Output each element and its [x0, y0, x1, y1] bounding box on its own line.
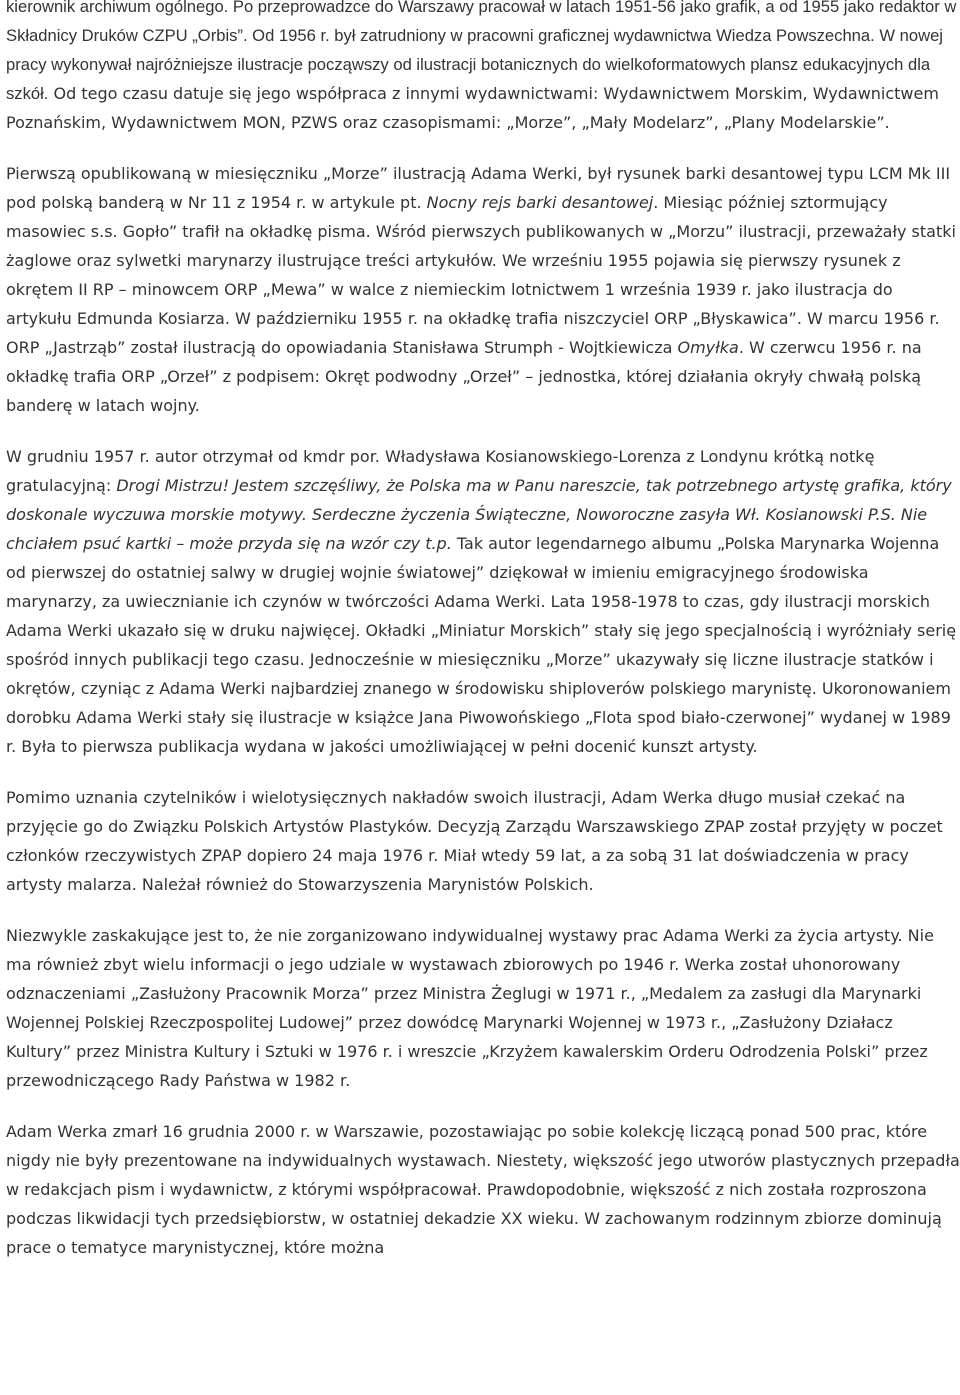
italic-title: Omyłka	[677, 338, 739, 357]
text-run: Tak autor legendarnego albumu „Polska Marynarka Wojenna od pierwszej do ostatniej salwy w drugiej wojnie światowej” dziękował w imieniu emigracyjnego środowiska marynarzy, za uwiecznianie ich czynów w twórczości Adama Werki. Lata 1958-1978 to czas, gdy ilustracji morskich Adama Werki ukazało się w druku najwięcej. Okładki „Miniatur Morskich” stały się jego specjalnością i wyróżniały serię spośród innych publikacji tego czasu. Jednocześnie w miesięczniku „Morze” ukazywały się liczne ilustracje statków i okrętów, czyniąc z Adama Werki najbardziej znanego w środowisku shiploverów polskiego marynistę. Ukoronowaniem dorobku Adama Werki stały się ilustracje w książce Jana Piwowońskiego „Flota spod biało-czerwonej” wydanej w 1989 r. Była to pierwsza publikacja wydana w jakości umożliwiającej w pełni docenić kunszt artysty.	[6, 534, 957, 756]
paragraph-awards	[6, 921, 960, 1095]
text-run: . W czerwcu 1956 r. na okładkę trafia ORP „Orzeł” z podpisem: Okręt podwodny „Orzeł” – jednostka, której działania okryły chwałą polską banderę w latach wojny.	[6, 338, 922, 415]
text-run: Adam Werka zmarł 16 grudnia 2000 r. w Warszawie, pozostawiając po sobie kolekcję liczącą ponad 500 prac, które nigdy nie były prezentowane na indywidualnych wystawach. Niestety, większość jego utworów plastycznych przepadła w redakcjach pism i wydawnictw, z którymi współpracował. Prawdopodobnie, większość z nich została rozproszona podczas likwidacji tych przedsiębiorstw, w ostatniej dekadzie XX wieku. W zachowanym rodzinnym zbiorze dominują prace o tematyce marynistycznej, które można	[6, 1122, 960, 1257]
text-run: . Miesiąc później sztormujący masowiec s.s. Gopło” trafił na okładkę pisma. Wśród pierwszych publikowanych w „Morzu” ilustracji, przeważały statki żaglowe oraz sylwetki marynarzy ilustrujące treści artykułów. We wrześniu 1955 pojawia się pierwszy rysunek z okrętem II RP – minowcem ORP „Mewa” w walce z niemieckim lotnictwem 1 września 1939 r. jako ilustracja do artykułu Edmunda Kosiarza. W październiku 1955 r. na okładkę trafia niszczyciel ORP „Błyskawica”. W marcu 1956 r. ORP „Jastrząb” został ilustracją do opowiadania Stanisława Strumph - Wojtkiewicza	[6, 193, 956, 357]
text-run: Pomimo uznania czytelników i wielotysięcznych nakładów swoich ilustracji, Adam Werka długo musiał czekać na przyjęcie go do Związku Polskich Artystów Plastyków. Decyzją Zarządu Warszawskiego ZPAP został przyjęty w poczet członków rzeczywistych ZPAP dopiero 24 maja 1976 r. Miał wtedy 59 lat, a za sobą 31 lat doświadczenia w pracy artysty malarza. Należał również do Stowarzyszenia Marynistów Polskich.	[6, 788, 943, 894]
text-run: W grudniu 1957 r. autor otrzymał od kmdr por. Władysława Kosianowskiego-Lorenza z Londynu krótką notkę gratulacyjną:	[6, 447, 875, 495]
italic-quote: Drogi Mistrzu! Jestem szczęśliwy, że Polska ma w Panu nareszcie, tak potrzebnego artystę grafika, który doskonale wyczuwa morskie motywy. Serdeczne życzenia Świąteczne, Noworoczne zasyła Wł. Kosianowski P.S. Nie chciałem psuć kartki – może przyda się na wzór czy t.p.	[6, 476, 952, 553]
document-page	[6, 0, 960, 1284]
text-run: Niezwykle zaskakujące jest to, że nie zorganizowano indywidualnej wystawy prac Adama Werki za życia artysty. Nie ma również zbyt wielu informacji o jego udziale w wystawach zbiorowych po 1946 r. Werka został uhonorowany odznaczeniami „Zasłużony Pracownik Morza” przez Ministra Żeglugi w 1971 r., „Medalem za zasługi dla Marynarki Wojennej Polskiej Rzeczpospolitej Ludowej” przez dowódcę Marynarki Wojennej w 1973 r., „Zasłużony Działacz Kultury” przez Ministra Kultury i Sztuki w 1976 r. i wreszcie „Krzyżem kawalerskim Orderu Odrodzenia Polski” przez przewodniczącego Rady Państwa w 1982 r.	[6, 926, 934, 1090]
paragraph-death-and-legacy	[6, 1117, 960, 1262]
text-run: kierownik archiwum ogólnego. Po przeprowadzce do Warszawy pracował w latach 1951-56 jako grafik, a od 1955 jako redaktor w Składnicy Druków CZPU „Orbis”. Od 1956 r. był zatrudniony w pracowni graficznej wydawnictwa Wiedza Powszechna. W nowej pracy wykonywał najróżniejsze ilustracje począwszy od ilustracji botanicznych do wielkoformatowych plansz edukacyjnych dla szkół.	[6, 0, 957, 103]
paragraph-first-publication	[6, 159, 960, 420]
text-run: Od tego czasu datuje się jego współpraca z innymi wydawnictwami: Wydawnictwem Morskim, Wydawnictwem Poznańskim, Wydawnictwem MON, PZWS oraz czasopismami: „Morze”, „Mały Modelarz”, „Plany Modelarskie”.	[6, 84, 939, 132]
paragraph-zpap-membership	[6, 783, 960, 899]
paragraph-biography-start	[6, 0, 960, 137]
italic-title: Nocny rejs barki desantowej	[426, 193, 654, 212]
text-run: Pierwszą opublikowaną w miesięczniku „Morze” ilustracją Adama Werki, był rysunek barki desantowej typu LCM Mk III pod polską banderą w Nr 11 z 1954 r. w artykule pt.	[6, 164, 951, 212]
paragraph-congratulations	[6, 442, 960, 761]
